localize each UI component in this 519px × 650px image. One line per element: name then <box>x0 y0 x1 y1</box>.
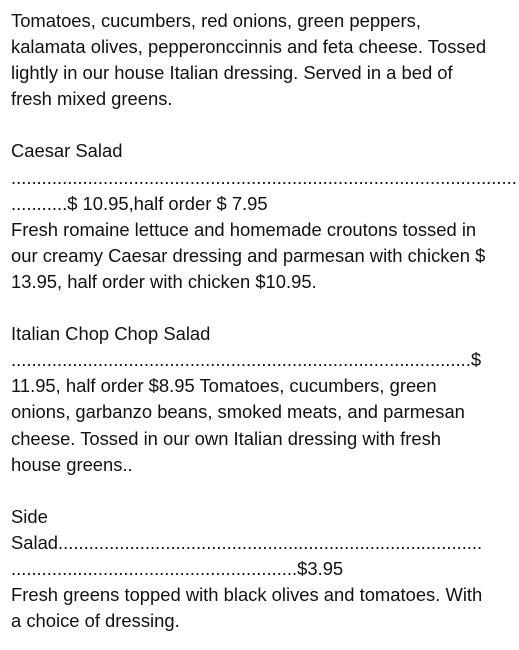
side-desc-line-1: Fresh greens topped with black olives and tomatoes. With <box>11 584 483 606</box>
caesar-desc-line-2: our creamy Caesar dressing and parmesan with chicken $ <box>11 244 486 266</box>
spacer <box>11 112 509 138</box>
side-title-leader-line: Salad................................................................................... <box>11 531 483 553</box>
caesar-desc-line-3: 13.95, half order with chicken $10.95. <box>11 270 317 292</box>
chop-desc-line-4: house greens.. <box>11 453 133 475</box>
side-price: ........................................................$3.95 <box>11 557 344 579</box>
greek-desc-line-4: fresh mixed greens. <box>11 88 173 110</box>
caesar-leader-line: ................................................................................................... <box>11 166 517 188</box>
spacer <box>11 478 509 504</box>
caesar-desc-line-1: Fresh romaine lettuce and homemade croutons tossed in <box>11 218 477 240</box>
chop-price-desc-line-1: 11.95, half order $8.95 Tomatoes, cucumbers, green <box>11 375 437 397</box>
menu-page <box>11 8 517 634</box>
caesar-title: Caesar Salad <box>11 140 123 162</box>
greek-desc-line-3: lightly in our house Italian dressing. Served in a bed of <box>11 62 453 84</box>
greek-desc-line-2: kalamata olives, pepperonccinnis and feta cheese. Tossed <box>11 36 487 58</box>
greek-desc-line-1: Tomatoes, cucumbers, red onions, green peppers, <box>11 10 421 31</box>
chop-desc-line-2: onions, garbanzo beans, smoked meats, and parmesan <box>11 401 465 423</box>
chop-desc-line-3: cheese. Tossed in our own Italian dressing with fresh <box>11 427 442 449</box>
chop-leader-line: ..........................................................................................$ <box>11 349 482 371</box>
side-title-line-1: Side <box>11 505 48 527</box>
spacer <box>11 295 509 321</box>
caesar-price: ...........$ 10.95,half order $ 7.95 <box>11 192 268 214</box>
side-desc-line-2: a choice of dressing. <box>11 610 180 632</box>
chop-title: Italian Chop Chop Salad <box>11 323 211 345</box>
